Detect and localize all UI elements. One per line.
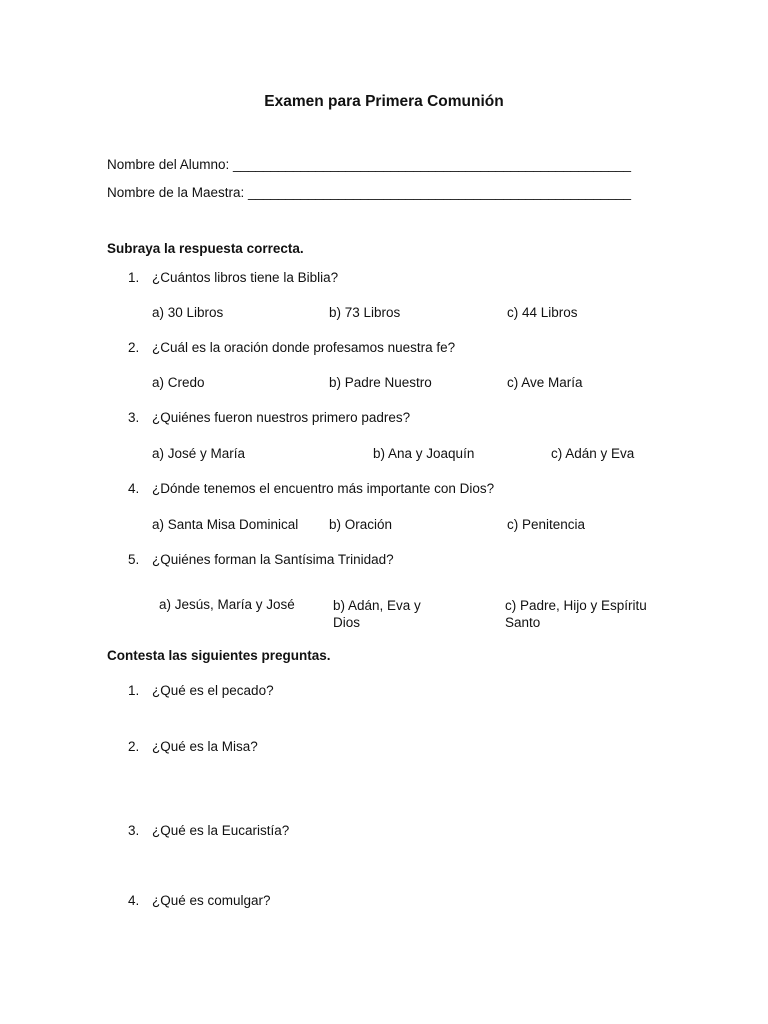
- question-number: 4.: [128, 481, 140, 496]
- question-text: ¿Cuál es la oración donde profesamos nuestra fe?: [152, 340, 456, 355]
- question-text: ¿Quiénes forman la Santísima Trinidad?: [152, 552, 394, 567]
- question-text: ¿Quiénes fueron nuestros primero padres?: [152, 410, 411, 425]
- question-number: 1.: [128, 683, 140, 698]
- option-a[interactable]: a) Credo: [152, 375, 205, 390]
- option-c[interactable]: c) Penitencia: [507, 517, 586, 532]
- option-a[interactable]: a) 30 Libros: [152, 305, 224, 320]
- open-question-text: ¿Qué es el pecado?: [152, 683, 274, 698]
- open-question-text: ¿Qué es la Misa?: [152, 739, 258, 754]
- question-number: 1.: [128, 270, 140, 285]
- option-a[interactable]: a) José y María: [152, 446, 246, 461]
- option-c[interactable]: c) Adán y Eva: [551, 446, 635, 461]
- question-number: 4.: [128, 893, 140, 908]
- question-number: 2.: [128, 340, 140, 355]
- page-title: Examen para Primera Comunión: [264, 93, 504, 110]
- option-c[interactable]: c) Padre, Hijo y Espíritu Santo: [505, 598, 647, 630]
- option-c[interactable]: c) Ave María: [507, 375, 583, 390]
- open-question-text: ¿Qué es la Eucaristía?: [152, 823, 290, 838]
- option-b[interactable]: b) Padre Nuestro: [329, 375, 432, 390]
- question-text: ¿Dónde tenemos el encuentro más importante con Dios?: [152, 481, 495, 496]
- option-b[interactable]: b) Oración: [329, 517, 393, 532]
- option-b[interactable]: b) Adán, Eva y Dios: [333, 598, 421, 630]
- section-heading-underline: Subraya la respuesta correcta.: [107, 241, 304, 256]
- question-number: 3.: [128, 410, 140, 425]
- student-name-field[interactable]: Nombre del Alumno: _____________________________________________________: [107, 157, 631, 172]
- question-number: 3.: [128, 823, 140, 838]
- option-b[interactable]: b) 73 Libros: [329, 305, 401, 320]
- section-heading-answer: Contesta las siguientes preguntas.: [107, 648, 331, 663]
- question-text: ¿Cuántos libros tiene la Biblia?: [152, 270, 339, 285]
- open-question-text: ¿Qué es comulgar?: [152, 893, 271, 908]
- question-number: 2.: [128, 739, 140, 754]
- option-b[interactable]: b) Ana y Joaquín: [373, 446, 475, 461]
- teacher-name-field[interactable]: Nombre de la Maestra: ___________________________________________________: [107, 185, 631, 200]
- question-number: 5.: [128, 552, 140, 567]
- option-a[interactable]: a) Jesús, María y José: [159, 597, 295, 612]
- option-c[interactable]: c) 44 Libros: [507, 305, 578, 320]
- option-a[interactable]: a) Santa Misa Dominical: [152, 517, 299, 532]
